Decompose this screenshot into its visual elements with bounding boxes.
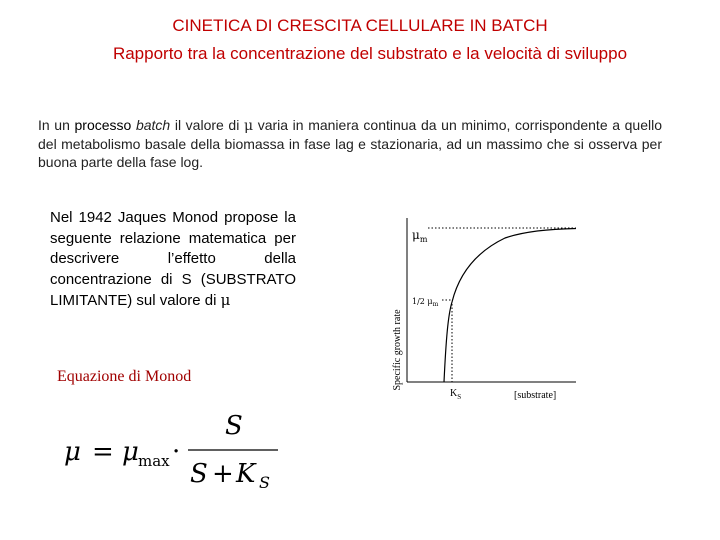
slide-subtitle: Rapporto tra la concentrazione del substrato e la velocità di sviluppo bbox=[112, 44, 628, 63]
monod-equation bbox=[60, 408, 290, 498]
monod-paragraph bbox=[50, 208, 296, 312]
intro-text-4: da un minimo, corrispondente a quello del metabolismo basale della biomassa in fase lag e stazionaria, ad un massimo che si osserva per buona parte della fase log. bbox=[38, 117, 663, 170]
mu-m-label: $\mu_m$ bbox=[412, 228, 428, 244]
slide-title: CINETICA DI CRESCITA CELLULARE IN BATCH bbox=[172, 16, 548, 35]
ks-label: $K_S$ bbox=[450, 388, 462, 401]
intro-mu-symbol: μ bbox=[243, 118, 254, 134]
intro-text-3: varia in maniera continua bbox=[253, 117, 417, 133]
eq-equals: = bbox=[92, 437, 114, 467]
graph-xlabel: [substrate] bbox=[514, 390, 557, 401]
monod-text: Nel 1942 Jaques Monod propose la seguente relazione matematica per descrivere l’effetto della concentrazione di S (SUBSTRATO LIMITANTE) sul valore di bbox=[50, 209, 296, 309]
half-mu-m-label: 1/2 $\mu_m$ bbox=[412, 297, 439, 308]
monod-curve bbox=[444, 229, 576, 383]
intro-text-2: il valore di bbox=[170, 117, 244, 133]
eq-max-sub: max bbox=[138, 452, 170, 470]
eq-plus: + bbox=[212, 459, 234, 489]
intro-processo: processo bbox=[74, 117, 132, 133]
eq-k-sub: S bbox=[259, 473, 270, 492]
eq-dot: · bbox=[172, 437, 181, 467]
graph-ylabel: Specific growth rate bbox=[392, 309, 403, 391]
intro-paragraph bbox=[38, 116, 662, 171]
eq-numerator: S bbox=[225, 411, 243, 441]
eq-mu-max: μ bbox=[122, 437, 139, 467]
monod-mu-symbol: μ bbox=[220, 291, 231, 309]
equation-label: Equazione di Monod bbox=[57, 368, 192, 385]
eq-mu: μ bbox=[64, 437, 81, 467]
intro-batch: batch bbox=[135, 117, 171, 133]
monod-curve-graph bbox=[380, 210, 580, 410]
eq-k: K bbox=[236, 459, 256, 489]
eq-den-s: S bbox=[190, 459, 208, 489]
intro-text-1: In un bbox=[38, 117, 75, 133]
